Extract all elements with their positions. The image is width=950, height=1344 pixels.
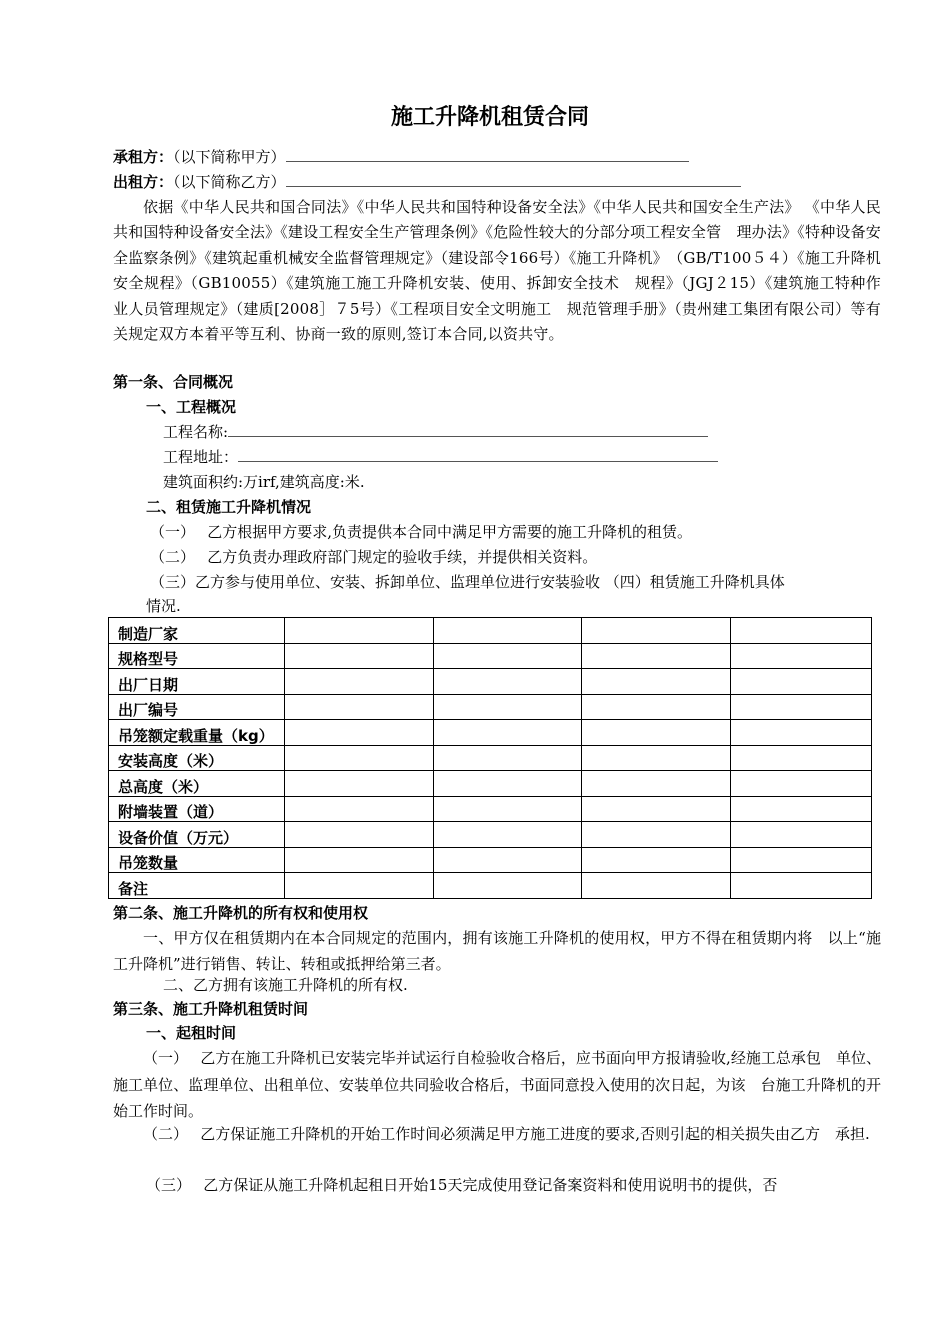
table-row <box>109 745 872 771</box>
table-row <box>109 847 872 873</box>
table-cell[interactable] <box>731 873 872 899</box>
table-row <box>109 720 872 746</box>
table-cell[interactable] <box>434 822 582 848</box>
lessor-blank[interactable] <box>286 170 741 187</box>
table-row <box>109 694 872 720</box>
table-cell[interactable] <box>582 669 731 695</box>
table-cell[interactable] <box>582 873 731 899</box>
table-cell[interactable] <box>582 694 731 720</box>
table-cell[interactable] <box>285 643 434 669</box>
table-cell[interactable] <box>582 796 731 822</box>
sec2-item3b: 情况. <box>146 597 181 615</box>
project-address-blank[interactable] <box>238 445 718 462</box>
table-row <box>109 873 872 899</box>
table-row-label: 出厂日期 <box>109 669 285 695</box>
article2-heading: 第二条、施工升降机的所有权和使用权 <box>113 904 369 922</box>
table-cell[interactable] <box>582 822 731 848</box>
table-row-label: 设备价值（万元） <box>109 822 285 848</box>
table-cell[interactable] <box>434 643 582 669</box>
lessee-label: 承租方： <box>113 148 174 166</box>
table-cell[interactable] <box>731 796 872 822</box>
table-row <box>109 669 872 695</box>
article3-p3: （三） 乙方保证从施工升降机起租日开始15天完成使用登记备案资料和使用说明书的提供，否 <box>146 1176 778 1194</box>
intro-paragraph: 依据《中华人民共和国合同法》《中华人民共和国特种设备安全法》《中华人民共和国安全生产法》 《中华人民共和国特种设备安全法》《建设工程安全生产管理条例》《危险性较大的分部分项工程安全管 理办法》《特种设备安全监察条例》《建筑起重机械安全监督管理规定》（建设部令166号）《施工升降机》 （GB/T100５４）《施工升降机安全规程》（GB10055）《建筑施工施工升降机安装、使用、拆卸安全技术 规程》（JGJ２15）《建筑施工特种作业人员管理规定》（建质[2008］７5号）《工程项目安全文明施工 规范管理手册》（贵州建工集团有限公司）等有关规定双方本着平等互利、协商一致的原则,签订本合同,以资共守。 <box>113 198 881 344</box>
table-cell[interactable] <box>731 694 872 720</box>
table-cell[interactable] <box>731 669 872 695</box>
lessee-line <box>113 145 881 170</box>
table-cell[interactable] <box>285 669 434 695</box>
table-cell[interactable] <box>285 873 434 899</box>
table-row-label: 吊笼额定载重量（kg） <box>109 720 285 746</box>
table-cell[interactable] <box>582 720 731 746</box>
table-row-label: 吊笼数量 <box>109 847 285 873</box>
lessee-note: （以下简称甲方） <box>173 148 286 166</box>
table-cell[interactable] <box>731 720 872 746</box>
table-cell[interactable] <box>285 771 434 797</box>
table-cell[interactable] <box>582 847 731 873</box>
sec2-item1: （一） 乙方根据甲方要求,负责提供本合同中满足甲方需要的施工升降机的租赁。 <box>150 523 693 541</box>
project-name-label: 工程名称: <box>163 423 229 441</box>
table-cell[interactable] <box>285 694 434 720</box>
table-row <box>109 771 872 797</box>
table-row-label: 安装高度（米） <box>109 745 285 771</box>
table-cell[interactable] <box>434 745 582 771</box>
table-row-label: 制造厂家 <box>109 618 285 644</box>
article2-p1: 一、甲方仅在租赁期内在本合同规定的范围内，拥有该施工升降机的使用权，甲方不得在租赁期内将 以上“施工升降机”进行销售、转让、转租或抵押给第三者。 <box>113 929 881 973</box>
sec2-item3a: （三）乙方参与使用单位、安装、拆卸单位、监理单位进行安装验收 （四）租赁施工升降机具体 <box>150 573 785 591</box>
lessee-blank[interactable] <box>286 145 689 162</box>
table-cell[interactable] <box>285 796 434 822</box>
table-cell[interactable] <box>582 745 731 771</box>
table-cell[interactable] <box>434 847 582 873</box>
table-cell[interactable] <box>582 771 731 797</box>
article3-heading: 第三条、施工升降机租赁时间 <box>113 1000 309 1018</box>
article3-p2: （二） 乙方保证施工升降机的开始工作时间必须满足甲方施工进度的要求,否则引起的相关损失由乙方 承担. <box>143 1125 870 1143</box>
table-cell[interactable] <box>582 618 731 644</box>
table-row-label: 出厂编号 <box>109 694 285 720</box>
table-row <box>109 643 872 669</box>
table-cell[interactable] <box>434 796 582 822</box>
table-cell[interactable] <box>731 745 872 771</box>
building-area-line: 建筑面积约:万irf,建筑高度:米. <box>163 473 365 491</box>
table-cell[interactable] <box>731 643 872 669</box>
table-cell[interactable] <box>434 694 582 720</box>
table-cell[interactable] <box>731 847 872 873</box>
lessor-line <box>113 170 881 195</box>
table-cell[interactable] <box>434 669 582 695</box>
article1-sec1-heading: 一、工程概况 <box>146 398 237 416</box>
table-cell[interactable] <box>582 643 731 669</box>
table-cell[interactable] <box>285 847 434 873</box>
article1-sec2-heading: 二、租赁施工升降机情况 <box>146 498 312 516</box>
table-cell[interactable] <box>434 720 582 746</box>
table-cell[interactable] <box>434 873 582 899</box>
table-row <box>109 796 872 822</box>
page-title: 施工升降机租赁合同 <box>390 105 589 130</box>
table-cell[interactable] <box>434 771 582 797</box>
article1-heading: 第一条、合同概况 <box>113 373 234 391</box>
sec2-item2: （二） 乙方负责办理政府部门规定的验收手续，并提供相关资料。 <box>150 548 598 566</box>
table-cell[interactable] <box>285 745 434 771</box>
table-row-label: 附墙装置（道） <box>109 796 285 822</box>
article2-p2: 二、乙方拥有该施工升降机的所有权. <box>163 976 408 994</box>
table-cell[interactable] <box>434 618 582 644</box>
equipment-table <box>108 617 872 899</box>
table-cell[interactable] <box>285 618 434 644</box>
project-address-line <box>163 445 931 470</box>
lessor-note: （以下简称乙方） <box>173 173 286 191</box>
table-cell[interactable] <box>731 771 872 797</box>
table-row-label: 备注 <box>109 873 285 899</box>
table-row-label: 总高度（米） <box>109 771 285 797</box>
table-cell[interactable] <box>285 822 434 848</box>
table-cell[interactable] <box>285 720 434 746</box>
project-name-line <box>163 420 931 445</box>
table-row <box>109 822 872 848</box>
article3-p1: （一） 乙方在施工升降机已安装完毕并试运行自检验收合格后，应书面向甲方报请验收,经施工总承包 单位、施工单位、监理单位、出租单位、安装单位共同验收合格后，书面同意投入使用的次日起，为该 台施工升降机的开始工作时间。 <box>113 1049 881 1120</box>
lessor-label: 出租方： <box>113 173 174 191</box>
table-cell[interactable] <box>731 618 872 644</box>
table-cell[interactable] <box>731 822 872 848</box>
project-address-label: 工程地址： <box>163 448 239 466</box>
article3-sec1-heading: 一、起租时间 <box>146 1024 237 1042</box>
table-row <box>109 618 872 644</box>
table-row-label: 规格型号 <box>109 643 285 669</box>
project-name-blank[interactable] <box>228 420 708 437</box>
